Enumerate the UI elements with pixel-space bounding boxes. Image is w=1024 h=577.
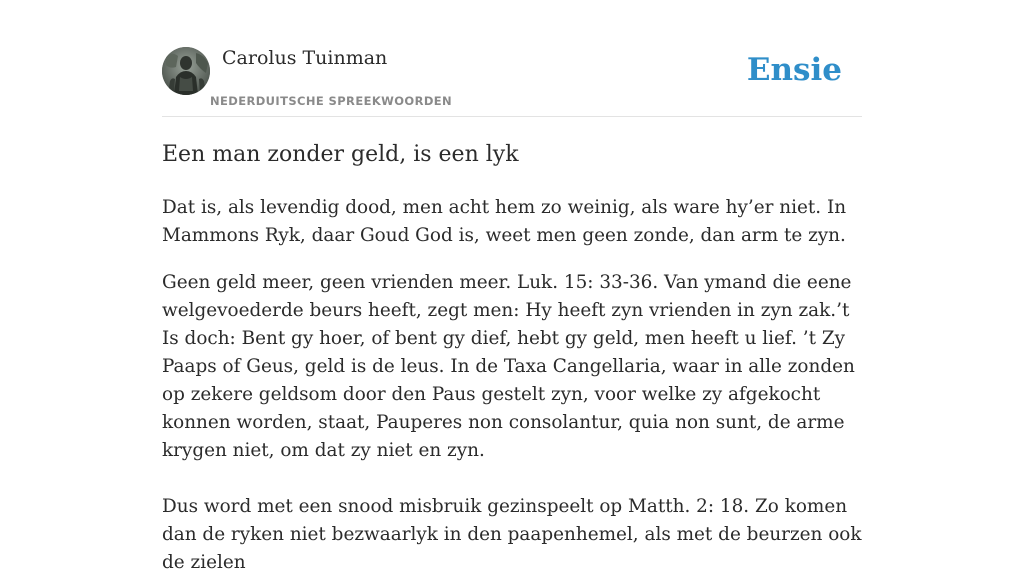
statue-portrait-avatar-icon — [162, 47, 210, 95]
author-name[interactable]: Carolus Tuinman — [222, 47, 388, 69]
ensie-logo[interactable]: Ensie — [746, 52, 842, 88]
article-paragraph-1: Dat is, als levendig dood, men acht hem zo weinig, als ware hy’er niet. In Mammons Ryk, daar Goud God is, weet men geen zonde, dan arm te zyn. — [162, 197, 847, 246]
source-book-label[interactable]: NEDERDUITSCHE SPREEKWOORDEN — [210, 94, 453, 108]
site-header — [162, 0, 862, 117]
article-content — [162, 140, 862, 577]
article-paragraph-3: Dus word met een snood misbruik gezinspeelt op Matth. 2: 18. Zo komen dan de ryken niet bezwaarlyk in den paapenhemel, als met de beurzen ook de zielen — [162, 496, 862, 573]
article-title: Een man zonder geld, is een lyk — [162, 142, 519, 167]
article-paragraph-2: Geen geld meer, geen vrienden meer. Luk. 15: 33-36. Van ymand die eene welgevoederde beurs heeft, zegt men: Hy heeft zyn vrienden in zyn zak.’t Is doch: Bent gy hoer, of bent gy dief, hebt gy geld, men heeft u lief. ’t Zy Paaps of Geus, geld is de leus. In de Taxa Cangellaria, waar in alle zonden op zekere geldsom door den Paus gestelt zyn, voor welke zy afgekocht konnen worden, staat, Pauperes non consolantur, quia non sunt, de arme krygen niet, om dat zy niet en zyn. — [162, 272, 855, 461]
author-avatar[interactable] — [162, 47, 210, 95]
